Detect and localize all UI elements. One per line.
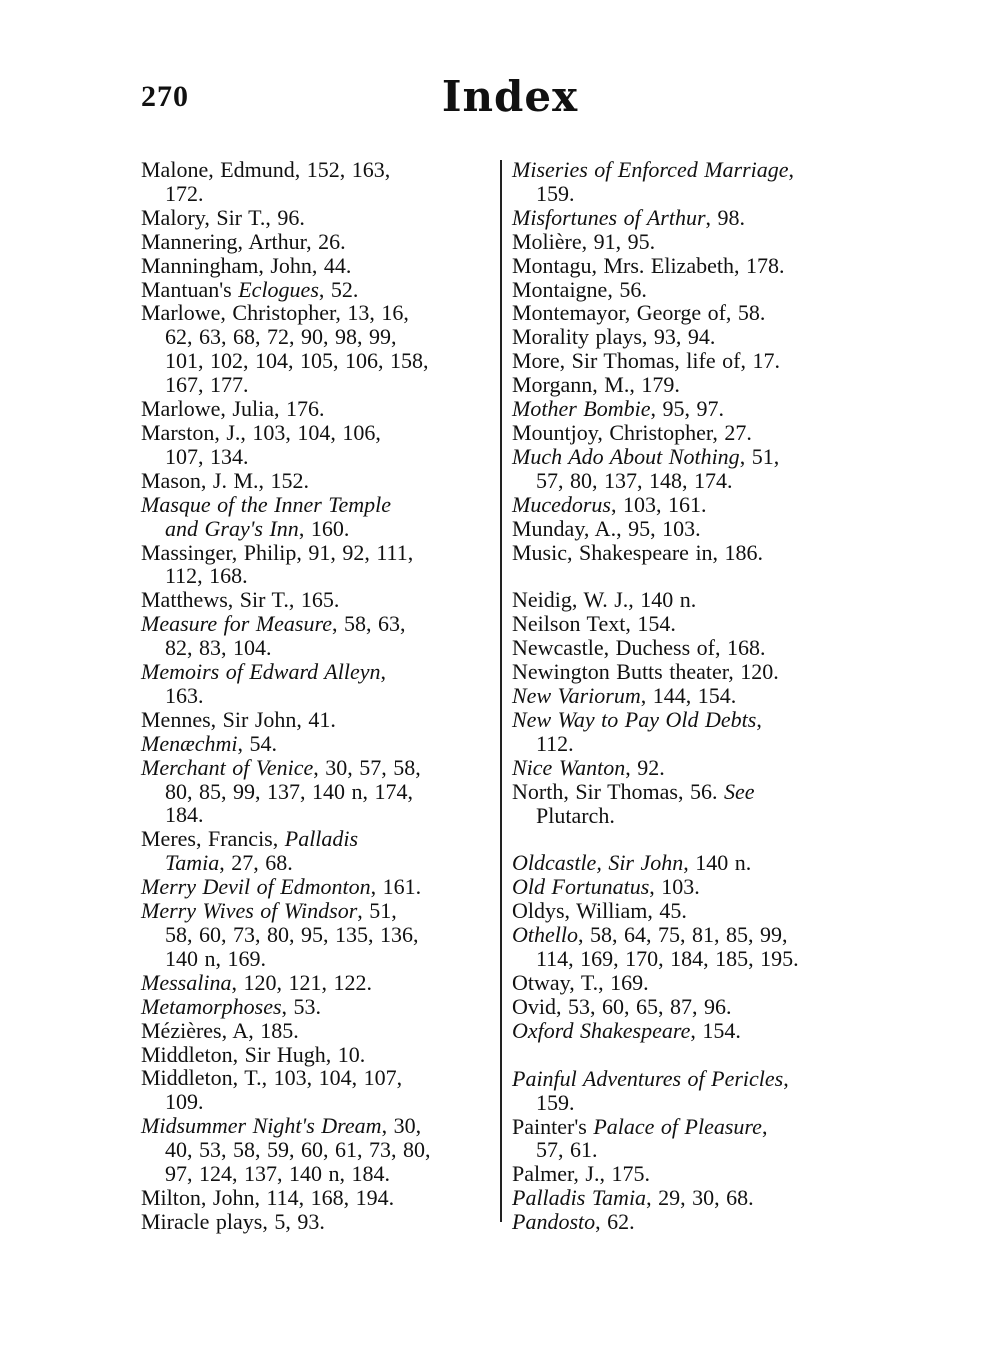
index-entry-line: Munday, A., 95, 103.: [512, 515, 701, 541]
index-entry: [141, 971, 491, 995]
index-entry: [512, 325, 867, 349]
index-entry: [512, 493, 867, 517]
index-entry-line: Oldys, William, 45.: [512, 898, 687, 924]
index-entry: [512, 684, 867, 708]
index-entry: [512, 1210, 867, 1234]
index-entry-line: 163.: [165, 682, 204, 708]
index-entry-line: North, Sir Thomas, 56. See: [512, 778, 755, 804]
index-entry-line: Marston, J., 103, 104, 106,: [141, 419, 381, 445]
index-entry-line: Neilson Text, 154.: [512, 611, 676, 637]
index-entry: [141, 1066, 491, 1114]
index-entry: [141, 756, 491, 828]
index-entry-line: Marlowe, Christopher, 13, 16,: [141, 300, 409, 326]
index-entry-line: Much Ado About Nothing, 51,: [512, 443, 780, 469]
index-entry-line: Mantuan's Eclogues, 52.: [141, 276, 359, 302]
index-entry: [512, 875, 867, 899]
index-entry: [512, 971, 867, 995]
index-entry: [141, 254, 491, 278]
index-entry: [141, 1043, 491, 1067]
index-entry-line: Milton, John, 114, 168, 194.: [141, 1184, 395, 1210]
index-entry: [512, 1115, 867, 1163]
index-entry: [141, 397, 491, 421]
index-entry-line: Massinger, Philip, 91, 92, 111,: [141, 539, 414, 565]
index-entry-line: Manningham, John, 44.: [141, 252, 352, 278]
index-entry: [512, 397, 867, 421]
index-entry-line: Middleton, Sir Hugh, 10.: [141, 1041, 366, 1067]
index-entry-line: Matthews, Sir T., 165.: [141, 587, 340, 613]
index-entry-line: 57, 61.: [536, 1137, 598, 1163]
index-entry-line: Marlowe, Julia, 176.: [141, 396, 325, 422]
index-entry-line: Nice Wanton, 92.: [512, 754, 665, 780]
index-entry-line: Malone, Edmund, 152, 163,: [141, 157, 391, 182]
index-entry-line: Neidig, W. J., 140 n.: [512, 587, 697, 613]
index-entry-line: Otway, T., 169.: [512, 970, 649, 995]
index-entry: [512, 301, 867, 325]
index-entry-line: 107, 134.: [165, 443, 249, 469]
index-entry-line: Newington Butts theater, 120.: [512, 659, 779, 685]
letter-group-gap: [512, 564, 867, 588]
index-entry-line: Music, Shakespeare in, 186.: [512, 539, 764, 565]
index-entry: [512, 780, 867, 828]
index-entry: [141, 588, 491, 612]
index-entry: [141, 732, 491, 756]
index-entry: [141, 421, 491, 469]
index-entry-line: 167, 177.: [165, 372, 249, 398]
index-entry-line: Midsummer Night's Dream, 30,: [141, 1113, 422, 1139]
index-entry-line: Morgann, M., 179.: [512, 372, 680, 398]
letter-group-gap: [512, 827, 867, 851]
index-entry: [512, 756, 867, 780]
index-entry-line: Painful Adventures of Pericles,: [512, 1065, 789, 1091]
index-entry-line: Pandosto, 62.: [512, 1209, 635, 1235]
index-entry-line: 112, 168.: [165, 563, 248, 589]
index-entry-line: Merry Devil of Edmonton, 161.: [141, 874, 422, 900]
index-entry: [512, 517, 867, 541]
index-entry: [141, 301, 491, 397]
index-entry-line: Oldcastle, Sir John, 140 n.: [512, 850, 752, 876]
index-entry: [512, 660, 867, 684]
index-entry-line: Metamorphoses, 53.: [141, 993, 322, 1019]
index-entry: [512, 612, 867, 636]
index-entry-line: 159.: [536, 1089, 575, 1115]
index-entry-line: 97, 124, 137, 140 n, 184.: [165, 1161, 390, 1187]
index-entry: [141, 541, 491, 589]
index-entry: [141, 493, 491, 541]
index-entry-line: Mannering, Arthur, 26.: [141, 228, 346, 254]
index-entry-line: Morality plays, 93, 94.: [512, 324, 716, 350]
index-entry-line: 112.: [536, 730, 574, 756]
index-entry-line: Memoirs of Edward Alleyn,: [141, 659, 386, 685]
index-entry: [512, 158, 867, 206]
index-entry-line: 82, 83, 104.: [165, 635, 272, 661]
index-entry-line: More, Sir Thomas, life of, 17.: [512, 348, 780, 374]
index-entry: [512, 636, 867, 660]
index-entry-line: 184.: [165, 802, 204, 828]
index-entry-line: Measure for Measure, 58, 63,: [141, 611, 406, 637]
index-entry: [141, 469, 491, 493]
index-entry-line: Merchant of Venice, 30, 57, 58,: [141, 754, 421, 780]
index-entry: [141, 1210, 491, 1234]
index-entry-line: Othello, 58, 64, 75, 81, 85, 99,: [512, 922, 788, 948]
index-entry-line: Palmer, J., 175.: [512, 1161, 650, 1187]
letter-group-gap: [512, 1043, 867, 1067]
index-entry: [512, 1067, 867, 1115]
index-entry: [141, 899, 491, 971]
index-entry-line: Tamia, 27, 68.: [165, 850, 293, 876]
index-entry: [512, 851, 867, 875]
index-entry-line: Misfortunes of Arthur, 98.: [512, 204, 746, 230]
index-column-right: [512, 158, 867, 1234]
index-entry-line: Mother Bombie, 95, 97.: [512, 396, 724, 422]
index-entry: [141, 1019, 491, 1043]
index-entry-line: 62, 63, 68, 72, 90, 98, 99,: [165, 324, 397, 350]
index-entry-line: Mountjoy, Christopher, 27.: [512, 419, 752, 445]
index-entry-line: Palladis Tamia, 29, 30, 68.: [512, 1185, 754, 1211]
index-column-left: [141, 158, 491, 1234]
index-entry-line: Ovid, 53, 60, 65, 87, 96.: [512, 993, 732, 1019]
index-entry: [512, 206, 867, 230]
index-entry-line: Mucedorus, 103, 161.: [512, 491, 707, 517]
index-entry: [512, 1019, 867, 1043]
index-entry: [512, 421, 867, 445]
index-entry-line: and Gray's Inn, 160.: [165, 515, 350, 541]
page-number: 270: [141, 80, 189, 113]
index-entry: [141, 612, 491, 660]
index-entry-line: 109.: [165, 1089, 204, 1115]
index-entry-line: Montemayor, George of, 58.: [512, 300, 766, 326]
index-entry: [141, 875, 491, 899]
index-entry-line: 58, 60, 73, 80, 95, 135, 136,: [165, 922, 419, 947]
index-entry: [141, 158, 491, 206]
column-divider: [500, 160, 502, 1222]
index-entry-line: Meres, Francis, Palladis: [141, 826, 359, 852]
index-entry: [141, 1114, 491, 1186]
index-entry-line: Molière, 91, 95.: [512, 228, 656, 254]
index-entry: [141, 827, 491, 875]
index-entry-line: Menæchmi, 54.: [141, 730, 278, 756]
index-entry-line: 40, 53, 58, 59, 60, 61, 73, 80,: [165, 1137, 431, 1163]
index-entry-line: 101, 102, 104, 105, 106, 158,: [165, 348, 429, 374]
index-entry: [512, 1186, 867, 1210]
index-entry: [141, 708, 491, 732]
index-entry: [512, 278, 867, 302]
index-entry-line: Miseries of Enforced Marriage,: [512, 157, 795, 182]
index-entry: [512, 230, 867, 254]
index-entry: [141, 995, 491, 1019]
index-entry: [512, 349, 867, 373]
index-entry-line: Montaigne, 56.: [512, 276, 647, 302]
index-entry: [512, 1162, 867, 1186]
index-entry: [512, 373, 867, 397]
index-entry: [512, 588, 867, 612]
index-entry-line: Old Fortunatus, 103.: [512, 874, 700, 900]
index-entry-line: New Variorum, 144, 154.: [512, 683, 737, 709]
index-entry-line: Painter's Palace of Pleasure,: [512, 1113, 768, 1139]
index-entry: [512, 923, 867, 971]
index-entry-line: 114, 169, 170, 184, 185, 195.: [536, 946, 799, 972]
index-entry-line: Malory, Sir T., 96.: [141, 204, 305, 230]
index-entry-line: 140 n, 169.: [165, 945, 266, 971]
index-entry: [512, 254, 867, 278]
index-entry-line: Miracle plays, 5, 93.: [141, 1208, 325, 1234]
index-entry-line: Mézières, A, 185.: [141, 1017, 299, 1043]
index-entry-line: Montagu, Mrs. Elizabeth, 178.: [512, 252, 785, 278]
index-entry-line: Mason, J. M., 152.: [141, 467, 310, 493]
index-entry-line: Masque of the Inner Temple: [141, 491, 392, 517]
index-entry: [141, 278, 491, 302]
index-entry-line: New Way to Pay Old Debts,: [512, 706, 762, 732]
index-entry: [141, 660, 491, 708]
index-entry: [512, 995, 867, 1019]
index-entry: [141, 206, 491, 230]
index-entry: [512, 445, 867, 493]
index-entry-line: 80, 85, 99, 137, 140 n, 174,: [165, 778, 413, 804]
index-entry: [141, 1186, 491, 1210]
index-entry: [512, 708, 867, 756]
page-title: Index: [441, 72, 579, 121]
index-entry-line: Middleton, T., 103, 104, 107,: [141, 1065, 403, 1091]
index-entry-line: 172.: [165, 180, 204, 206]
index-entry-line: 159.: [536, 180, 575, 206]
index-entry-line: Messalina, 120, 121, 122.: [141, 969, 372, 995]
index-entry-line: Oxford Shakespeare, 154.: [512, 1017, 741, 1043]
index-entry-line: Newcastle, Duchess of, 168.: [512, 635, 766, 661]
index-entry: [512, 899, 867, 923]
index-entry: [141, 230, 491, 254]
index-entry-line: Plutarch.: [536, 802, 615, 828]
index-entry-line: 57, 80, 137, 148, 174.: [536, 467, 733, 493]
index-entry-line: Mennes, Sir John, 41.: [141, 706, 336, 732]
index-entry: [512, 541, 867, 565]
index-entry-line: Merry Wives of Windsor, 51,: [141, 898, 397, 924]
